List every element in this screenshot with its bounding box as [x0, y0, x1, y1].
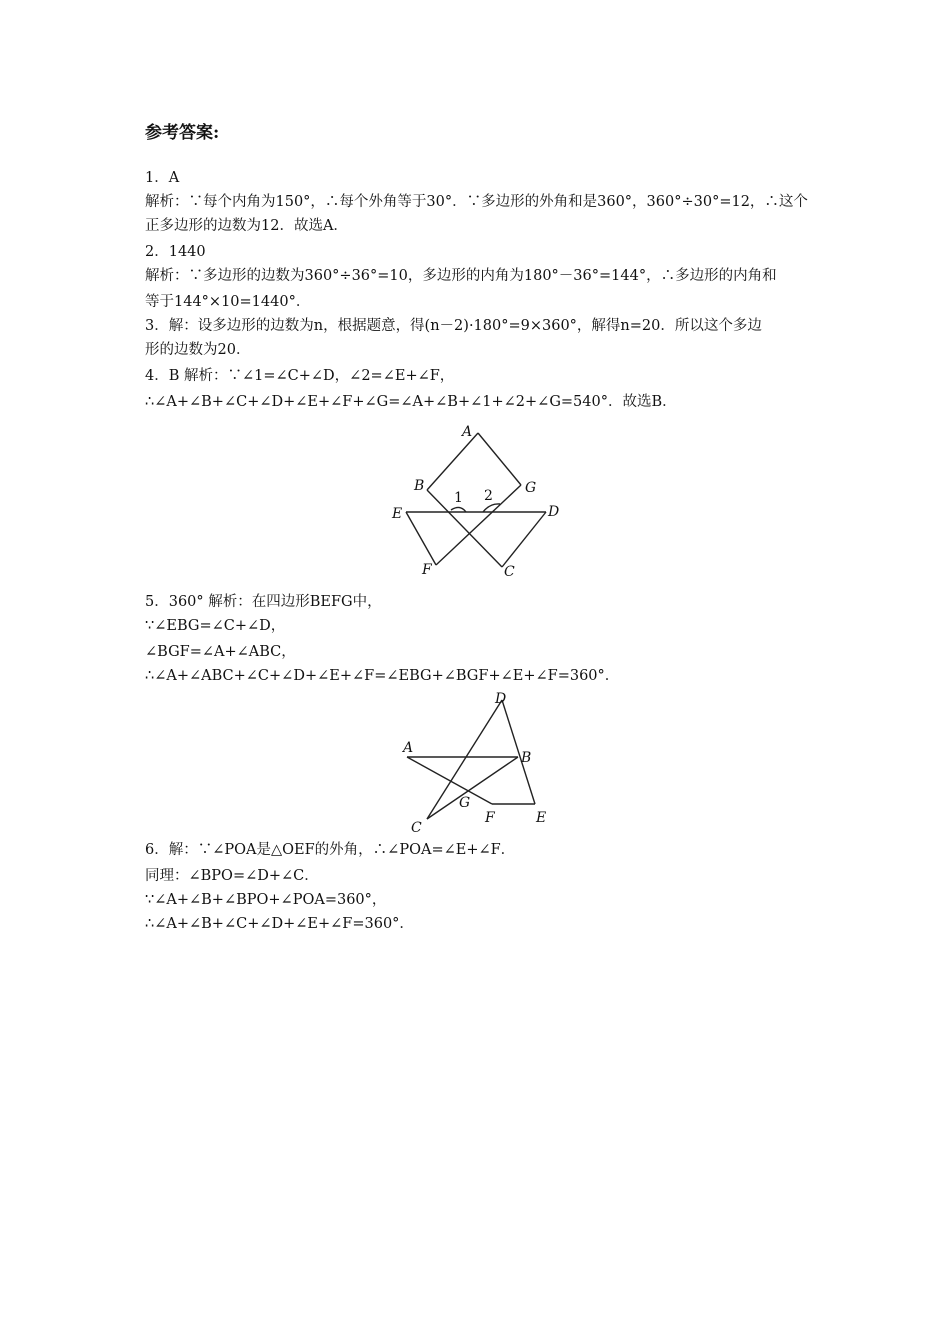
answer-3-line-1: 3．解：设多边形的边数为n，根据题意，得(n－2)·180°=9×360°，解得n=20．所以这个多边 [145, 318, 762, 334]
label-A: A [462, 424, 473, 440]
answer-2-explanation-line-1: 解析：∵多边形的边数为360°÷36°=10，多边形的内角为180°－36°=144°，∴多边形的内角和 [145, 268, 777, 284]
segment-AF [407, 757, 492, 804]
segment-AG [478, 433, 521, 485]
answer-1-heading: 1．A [145, 170, 180, 186]
label-G: G [525, 480, 537, 496]
answer-1-explanation-line-1: 解析：∵每个内角为150°，∴每个外角等于30°．∵多边形的外角和是360°，360°÷30°=12，∴这个 [145, 194, 808, 210]
label-D: D [548, 504, 560, 520]
label-angle-2: 2 [484, 488, 493, 504]
label-B: B [521, 750, 532, 766]
answer-6-line-2: 同理：∠BPO=∠D+∠C． [145, 868, 319, 884]
segment-AB [427, 433, 478, 490]
answer-5-line-3: ∠BGF=∠A+∠ABC， [145, 644, 296, 660]
label-G: G [459, 795, 471, 811]
segment-GF [436, 485, 521, 565]
answer-2-heading: 2．1440 [145, 244, 206, 260]
label-D: D [495, 691, 507, 707]
label-E: E [392, 506, 403, 522]
segment-DC [502, 512, 546, 567]
label-F: F [485, 810, 495, 826]
figure-1-diagram [380, 418, 580, 583]
label-E: E [536, 810, 547, 826]
answer-1-explanation-line-2: 正多边形的边数为12．故选A． [145, 218, 348, 234]
segment-CB [427, 757, 518, 819]
answer-2-explanation-line-2: 等于144°×10=1440°． [145, 294, 311, 310]
answer-4-line-1: 4．B 解析：∵∠1=∠C+∠D，∠2=∠E+∠F， [145, 368, 455, 384]
answer-4-line-2: ∴∠A+∠B+∠C+∠D+∠E+∠F+∠G=∠A+∠B+∠1+∠2+∠G=540°．故选B． [145, 394, 677, 410]
label-A: A [403, 740, 414, 756]
label-C: C [504, 564, 515, 580]
label-C: C [411, 820, 422, 836]
answer-6-line-1: 6．解：∵∠POA是△OEF的外角，∴∠POA=∠E+∠F． [145, 842, 516, 858]
answer-6-line-4: ∴∠A+∠B+∠C+∠D+∠E+∠F=360°． [145, 916, 414, 932]
page-title: 参考答案: [145, 123, 220, 143]
answer-5-line-1: 5．360° 解析：在四边形BEFG中， [145, 594, 382, 610]
answer-3-line-2: 形的边数为20． [145, 342, 251, 358]
segment-EF [406, 512, 436, 565]
label-B: B [414, 478, 425, 494]
label-F: F [422, 562, 432, 578]
answer-6-line-3: ∵∠A+∠B+∠BPO+∠POA=360°， [145, 892, 387, 908]
answer-5-line-4: ∴∠A+∠ABC+∠C+∠D+∠E+∠F=∠EBG+∠BGF+∠E+∠F=360°． [145, 668, 620, 684]
figure-2-diagram [395, 686, 560, 836]
answer-5-line-2: ∵∠EBG=∠C+∠D， [145, 618, 286, 634]
label-angle-1: 1 [454, 490, 463, 506]
